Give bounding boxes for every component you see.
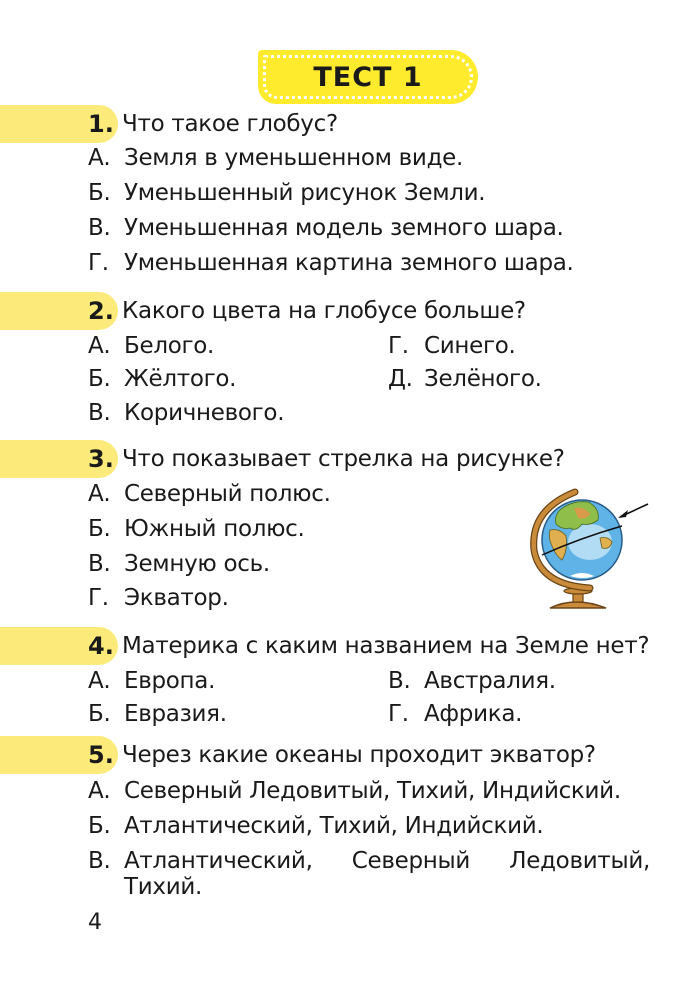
- option-word: Ледовитый,: [509, 848, 650, 874]
- option-text: Земную ось.: [124, 551, 270, 577]
- option-letter: А.: [88, 778, 111, 804]
- question-number: 2.: [88, 297, 114, 325]
- option-text: Евразия.: [124, 701, 227, 727]
- option-text: Белого.: [124, 333, 215, 359]
- option-letter: Г.: [388, 333, 409, 359]
- option-text: Южный полюс.: [124, 516, 305, 542]
- option-letter: Г.: [88, 585, 109, 611]
- option-text: Жёлтого.: [124, 366, 237, 392]
- option-letter: Б.: [88, 813, 111, 839]
- option-letter: А.: [88, 145, 111, 171]
- test-title: ТЕСТ 1: [313, 61, 423, 93]
- option-letter: Б.: [88, 701, 111, 727]
- question-number: 5.: [88, 741, 114, 769]
- option-text: Уменьшенный рисунок Земли.: [124, 180, 486, 206]
- option-text: Атлантический, Тихий, Индийский.: [124, 813, 544, 839]
- option-text-line-1: [124, 844, 650, 878]
- option-letter: В.: [88, 215, 111, 241]
- option-letter: В.: [88, 848, 111, 874]
- option-letter: В.: [88, 551, 111, 577]
- option-letter: А.: [88, 668, 111, 694]
- option-text: Африка.: [424, 701, 523, 727]
- option-letter: Б.: [88, 366, 111, 392]
- option-letter: Г.: [388, 701, 409, 727]
- question-number: 3.: [88, 445, 114, 473]
- question-text: Что такое глобус?: [122, 111, 338, 137]
- option-text: Земля в уменьшенном виде.: [124, 145, 464, 171]
- question-text: Какого цвета на глобусе больше?: [122, 298, 526, 324]
- option-letter: Б.: [88, 516, 111, 542]
- option-letter: Г.: [88, 250, 109, 276]
- option-text: Экватор.: [124, 585, 229, 611]
- test-title-badge: [258, 50, 478, 104]
- option-text: Уменьшенная картина земного шара.: [124, 250, 574, 276]
- option-text: Коричневого.: [124, 400, 285, 426]
- option-word: Атлантический,: [124, 848, 313, 874]
- question-number: 4.: [88, 632, 114, 660]
- option-text: Северный полюс.: [124, 481, 331, 507]
- option-letter: А.: [88, 333, 111, 359]
- question-text: Что показывает стрелка на рисунке?: [122, 446, 565, 472]
- option-letter: А.: [88, 481, 111, 507]
- option-text-line-2: Тихий.: [124, 874, 203, 900]
- option-text: Синего.: [424, 333, 516, 359]
- question-number: 1.: [88, 110, 114, 138]
- globe-with-arrow-icon: [520, 480, 660, 615]
- option-letter: В.: [388, 668, 411, 694]
- option-letter: Б.: [88, 180, 111, 206]
- option-letter: Д.: [388, 366, 413, 392]
- page-number: 4: [88, 910, 102, 935]
- option-letter: В.: [88, 400, 111, 426]
- question-text: Материка с каким названием на Земле нет?: [122, 633, 650, 659]
- question-text: Через какие океаны проходит экватор?: [122, 742, 596, 768]
- option-text: Зелёного.: [424, 366, 542, 392]
- option-text: Северный Ледовитый, Тихий, Индийский.: [124, 778, 621, 804]
- option-text: Уменьшенная модель земного шара.: [124, 215, 564, 241]
- option-word: Северный: [351, 848, 471, 874]
- option-text: Европа.: [124, 668, 216, 694]
- option-text: Австралия.: [424, 668, 556, 694]
